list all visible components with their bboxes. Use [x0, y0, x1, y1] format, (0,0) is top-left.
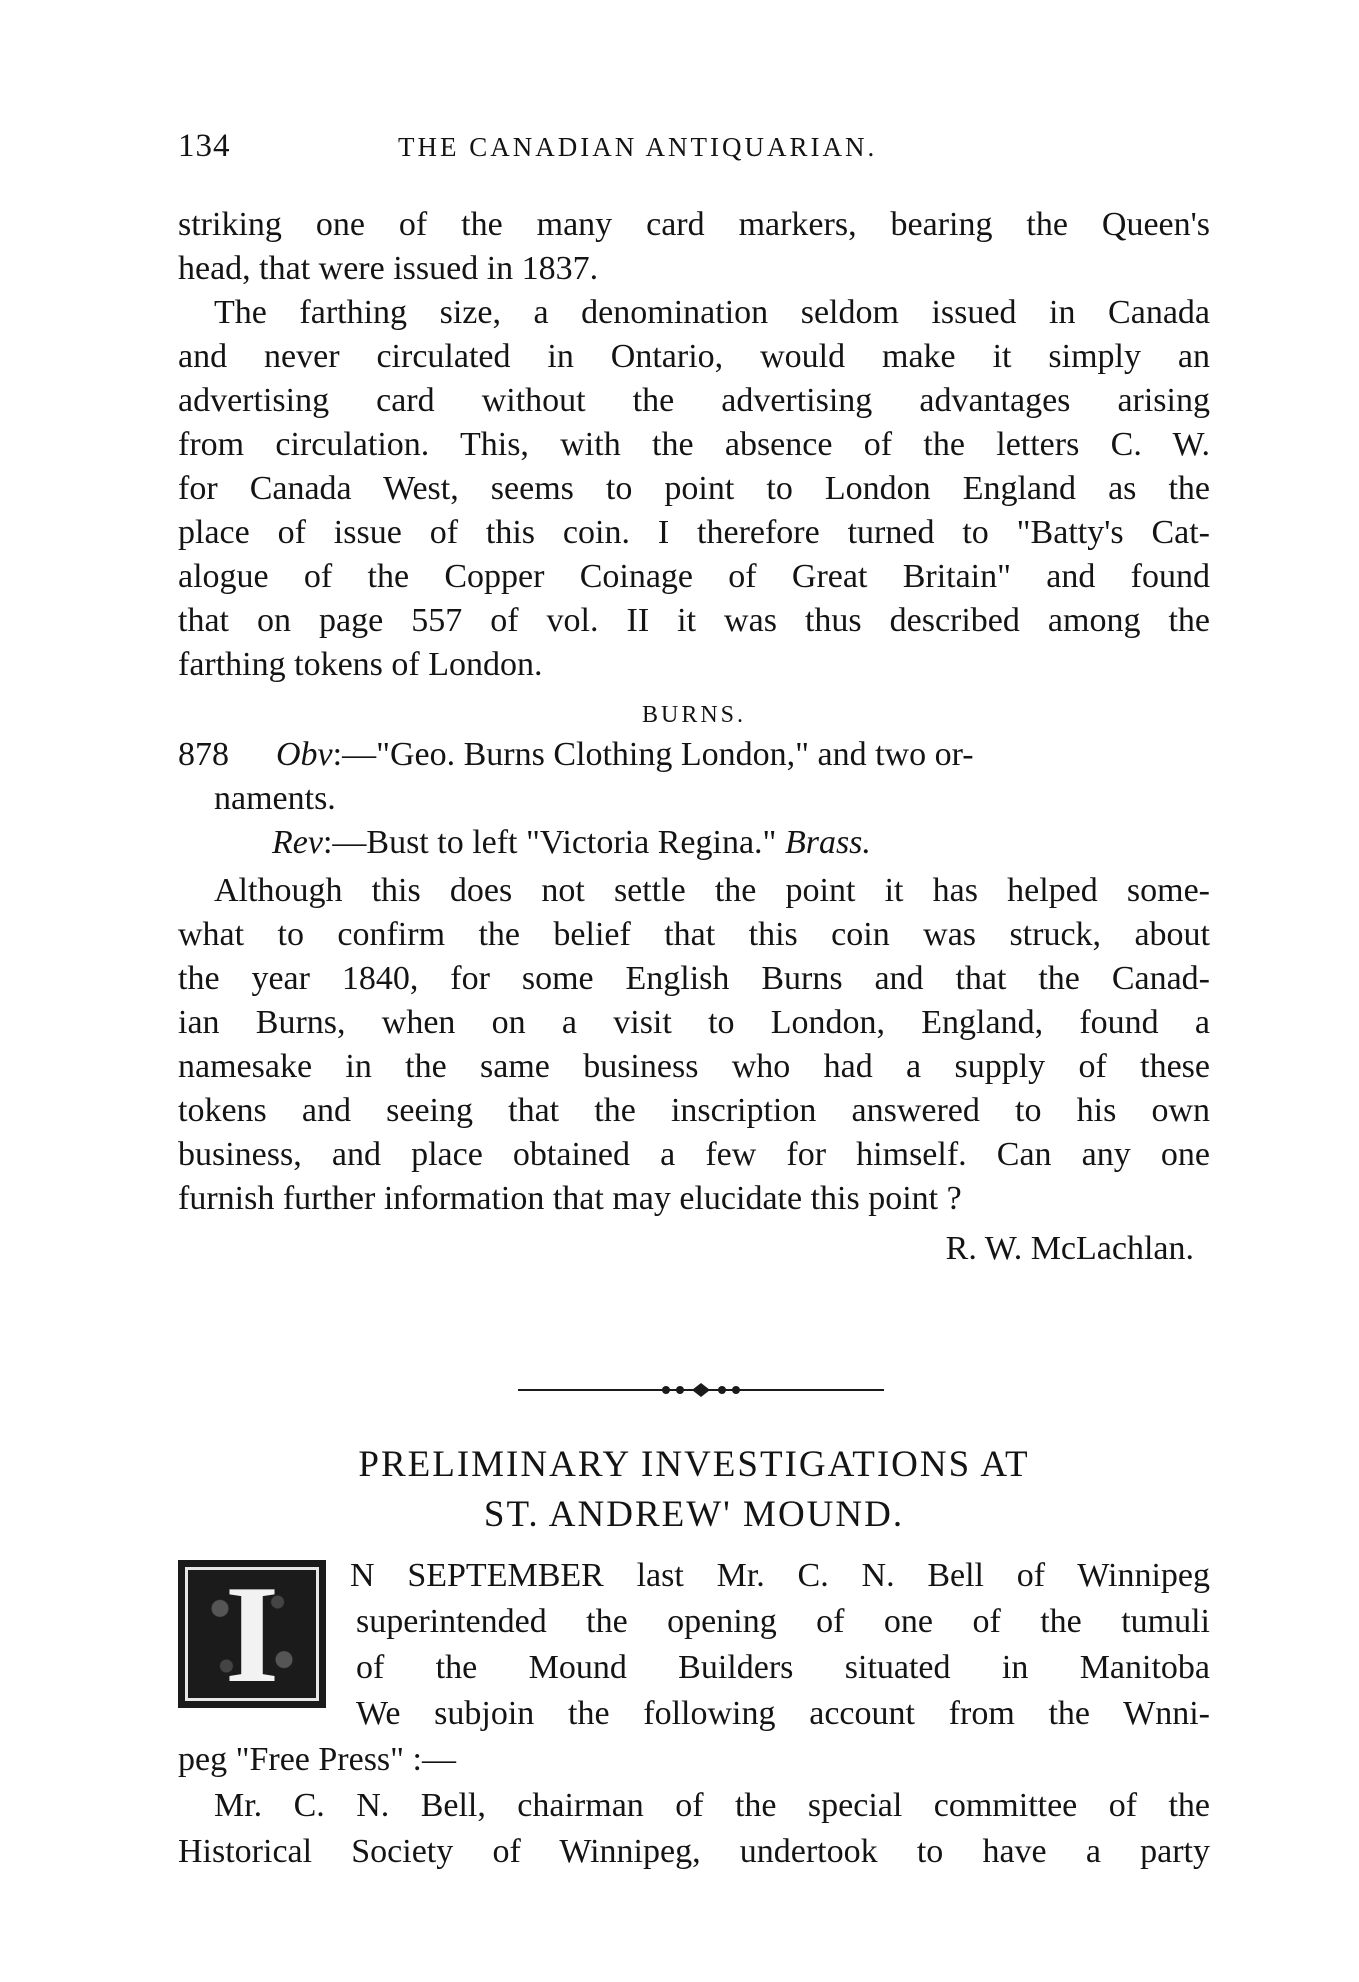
text-line: that on page 557 of vol. II it was thus described among the [178, 602, 1210, 639]
text-line: the year 1840, for some English Burns and that the Canad- [178, 960, 1210, 997]
obverse-label: Obv [276, 736, 333, 773]
signature: R. W. McLachlan. [945, 1230, 1194, 1267]
text-line: The farthing size, a denomination seldom issued in Canada [214, 294, 1210, 331]
text-line: tokens and seeing that the inscription answered to his own [178, 1092, 1210, 1129]
reverse-label: Rev [272, 824, 323, 861]
text-line: alogue of the Copper Coinage of Great Britain" and found [178, 558, 1210, 595]
running-head: THE CANADIAN ANTIQUARIAN. [398, 132, 878, 162]
reverse-metal: Brass. [784, 824, 871, 861]
page-number: 134 [178, 128, 231, 164]
text-line: for Canada West, seems to point to London England as the [178, 470, 1210, 507]
reverse-text: :—Bust to left "Victoria Regina." [322, 824, 777, 861]
text-line: farthing tokens of London. [178, 646, 543, 683]
divider-ornament-icon [518, 1382, 884, 1398]
text-line: business, and place obtained a few for himself. Can any one [178, 1136, 1210, 1173]
text-line: of the Mound Builders situated in Manitoba [356, 1649, 1210, 1686]
text-line: place of issue of this coin. I therefore turned to "Batty's Cat- [178, 514, 1210, 551]
text-line: ian Burns, when on a visit to London, England, found a [178, 1004, 1210, 1041]
catalogue-obverse [178, 735, 1210, 775]
text-line: We subjoin the following account from the Wnni- [356, 1695, 1210, 1732]
document-page [178, 0, 1220, 1982]
text-line: what to confirm the belief that this coin was struck, about [178, 916, 1210, 953]
catalogue-number: 878 [178, 736, 229, 773]
text-line: Mr. C. N. Bell, chairman of the special committee of the [214, 1787, 1210, 1824]
text-line: Although this does not settle the point it has helped some- [214, 872, 1210, 909]
text-line: furnish further information that may elucidate this point ? [178, 1180, 962, 1217]
text-line: peg "Free Press" :— [178, 1741, 456, 1778]
text-line: advertising card without the advertising advantages arising [178, 382, 1210, 419]
catalogue-heading: BURNS. [641, 702, 747, 728]
drop-cap-letter: I [224, 1557, 280, 1712]
text-line: head, that were issued in 1837. [178, 250, 599, 287]
text-line: striking one of the many card markers, bearing the Queen's [178, 206, 1210, 243]
text-line: namesake in the same business who had a supply of these [178, 1048, 1210, 1085]
drop-cap-frame [185, 1557, 319, 1712]
text-line: superintended the opening of one of the tumuli [356, 1603, 1210, 1640]
text-line: from circulation. This, with the absence of the letters C. W. [178, 426, 1210, 463]
text-line: and never circulated in Ontario, would make it simply an [178, 338, 1210, 375]
obverse-text: :—"Geo. Burns Clothing London," and two or- [332, 736, 974, 773]
page-header [178, 128, 1208, 168]
article-title-line2: ST. ANDREW' MOUND. [483, 1494, 905, 1535]
text-line: Historical Society of Winnipeg, undertook to have a party [178, 1833, 1210, 1870]
drop-cap [178, 1557, 326, 1712]
text-line: naments. [214, 780, 336, 817]
text-line: N SEPTEMBER last Mr. C. N. Bell of Winnipeg [350, 1557, 1210, 1594]
article-title-line1: PRELIMINARY INVESTIGATIONS AT [358, 1444, 1030, 1485]
ornamental-rule [518, 1382, 884, 1398]
catalogue-reverse [272, 823, 1304, 863]
